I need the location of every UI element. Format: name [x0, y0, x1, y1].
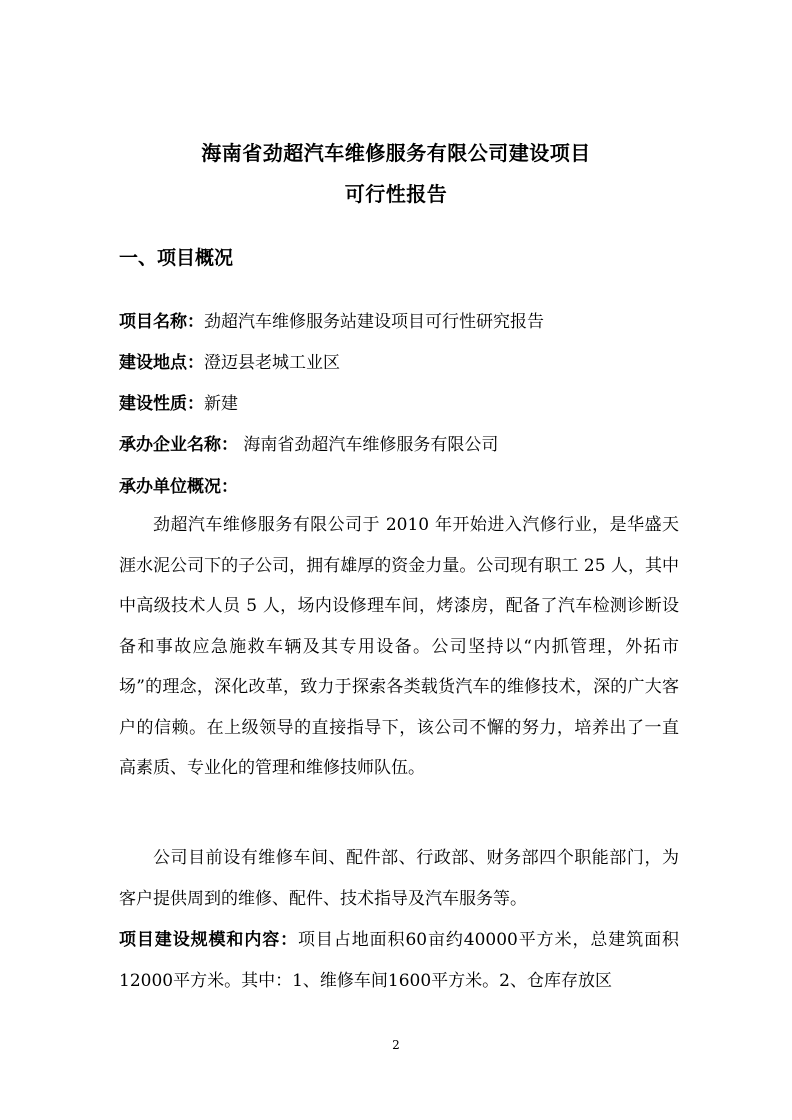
nature-value: 新建: [204, 394, 238, 414]
site-value: 澄迈县老城工业区: [204, 353, 340, 373]
section-heading: 一、项目概况: [119, 247, 234, 269]
departments-paragraph: 公司目前设有维修车间、配件部、行政部、财务部四个职能部门，为客户提供周到的维修、配件、技术指导及汽车服务等。: [119, 848, 679, 909]
site-label: 建设地点：: [119, 353, 204, 373]
project-name-label: 项目名称：: [119, 312, 204, 332]
document-title: 海南省劲超汽车维修服务有限公司建设项目: [201, 141, 591, 165]
project-name-field: [119, 307, 544, 332]
overview-paragraph: 劲超汽车维修服务有限公司于 2010 年开始进入汽修行业，是华盛天涯水泥公司下的子公司，拥有雄厚的资金力量。公司现有职工 25 人，其中中高级技术人员 5 人，场内设修理车间，烤漆房，配备了汽车检测诊断设备和事故应急施救车辆及其专用设备。公司坚持以“内抓管理，外拓市场”的理念，深化改革，致力于探索各类载货汽车的维修技术，深的广大客户的信赖。在上级领导的直接指导下，该公司不懈的努力，培养出了一直高素质、专业化的管理和维修技师队伍。: [119, 515, 679, 778]
scope-paragraph: [119, 920, 679, 1001]
nature-label: 建设性质：: [119, 394, 204, 414]
project-name-value: 劲超汽车维修服务站建设项目可行性研究报告: [204, 312, 544, 332]
document-subtitle: 可行性报告: [344, 182, 448, 206]
nature-field: [119, 389, 238, 414]
company-label: 承办企业名称：: [119, 435, 238, 455]
overview-label: 承办单位概况：: [119, 477, 238, 497]
page-number: 2: [392, 1038, 400, 1052]
site-field: [119, 348, 340, 373]
scope-label: 项目建设规模和内容：: [119, 930, 299, 950]
overview-field: [119, 472, 238, 497]
company-value: 海南省劲超汽车维修服务有限公司: [243, 435, 499, 455]
scope-value: 项目占地面积60亩约40000平方米，总建筑面积12000平方米。其中：1、维修车间1600平方米。2、仓库存放区: [119, 930, 679, 991]
company-field: [119, 430, 498, 455]
